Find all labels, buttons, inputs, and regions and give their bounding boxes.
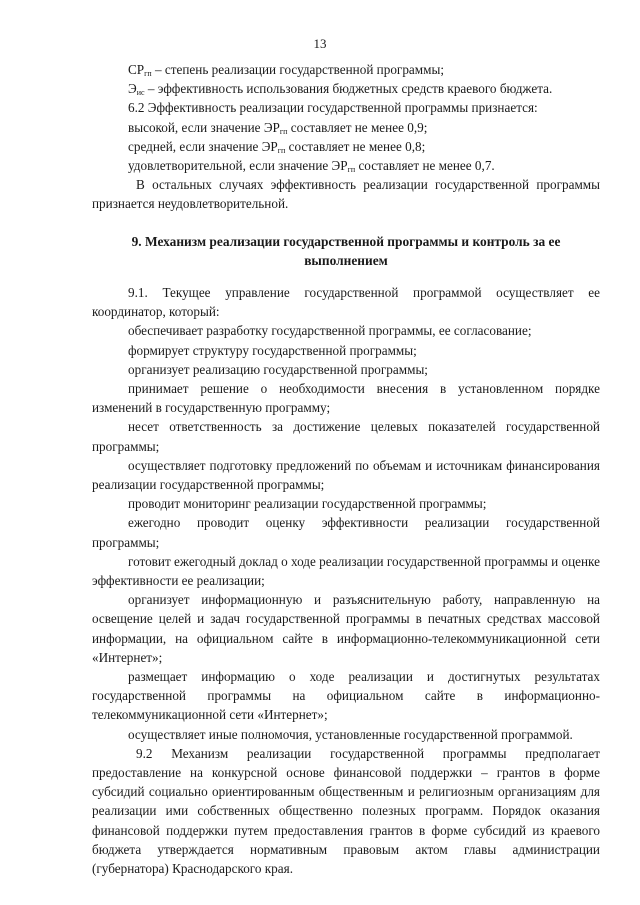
page-number: 13 [313,36,327,51]
paragraph: 9.1. Текущее управление государственной программой осуществляет ее координатор, который: [92,285,600,320]
paragraph: принимает решение о необходимости внесения в установленном порядке изменений в государственную программу; [92,381,600,416]
paragraph: ежегодно проводит оценку эффективности реализации государственной программы; [92,515,600,550]
efficiency-high: высокой, если значение $ЭР_{гп}$ составляет не менее 0,9; [128,119,428,136]
paragraph: проводит мониторинг реализации государственной программы; [128,496,487,512]
paragraph: формирует структуру государственной программы; [128,342,417,358]
top-definitions [92,60,600,214]
definition-srgp: $СР_{гп}$ – степень реализации государственной программы; [128,62,444,78]
paragraph: несет ответственность за достижение целевых показателей государственной программы; [92,419,600,454]
paragraph: осуществляет подготовку предложений по объемам и источникам финансирования реализации государственной программы; [92,457,600,493]
paragraph: обеспечивает разработку государственной программы, ее согласование; [128,323,532,339]
section-heading: 9. Механизм реализации государственной программы и контроль за ее выполнением [131,234,561,268]
clause-6-2: 6.2 Эффективность реализации государственной программы признается: [128,100,538,116]
clause-9-2: 9.2 Механизм реализации государственной программы предполагает предоставление на конкурсной основе финансовой поддержки – грантов в форме субсидий социально ориентированным общественным и религиозным организациям для реализации ими собственных общественно полезных программ. Порядок оказания финансовой поддержки путем предоставления грантов в форме субсидий из краевого бюджета утверждается нормативным правовым актом главы администрации (губернатора) Краснодарского края. [92,745,600,877]
paragraph: готовит ежегодный доклад о ходе реализации государственной программы и оценке эффективности ее реализации; [92,553,600,589]
paragraph: размещает информацию о ходе реализации и достигнутых результатах государственной программы на официальном сайте в информационно-телекоммуникационной сети «Интернет»; [92,669,600,723]
paragraph: организует реализацию государственной программы; [128,361,428,377]
paragraph: организует информационную и разъяснительную работу, направленную на освещение целей и задач государственной программы в печатных средствах массовой информации, на официальном сайте в информационно-телекоммуникационной сети «Интернет»; [92,592,600,665]
efficiency-satisfactory: удовлетворительной, если значение $ЭР_{гп}$ составляет не менее 0,7. [128,158,495,175]
efficiency-medium: средней, если значение $ЭР_{гп}$ составляет не менее 0,8; [128,138,426,155]
paragraph: осуществляет иные полномочия, установленные государственной программой. [128,726,573,742]
efficiency-unsatisfactory: В остальных случаях эффективность реализации государственной программы признается неудовлетворительной. [92,177,600,212]
section-body [92,283,600,878]
definition-eis: $Э_{ис}$ – эффективность использования бюджетных средств краевого бюджета. [128,81,553,98]
